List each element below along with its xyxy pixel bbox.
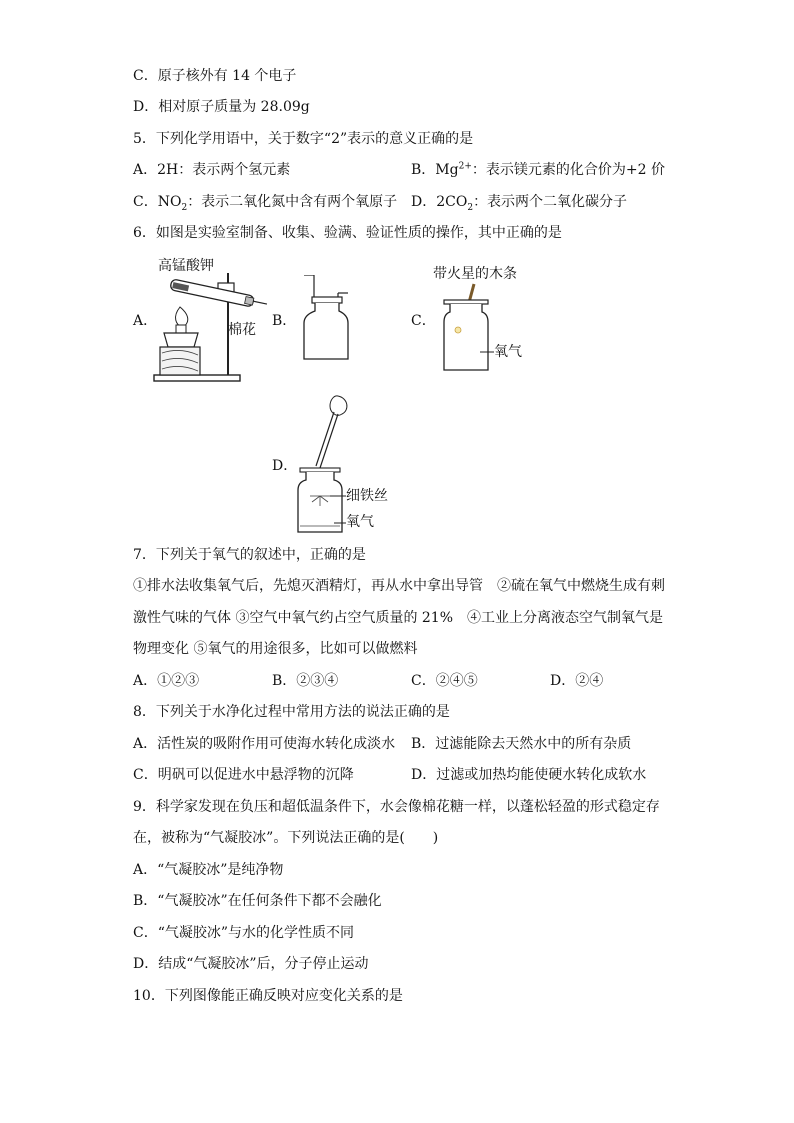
q8-option-c: C．明矾可以促进水中悬浮物的沉降: [133, 767, 354, 783]
q9-option-c: C．“气凝胶冰”与水的化学性质不同: [133, 925, 355, 941]
q4-option-c: C．原子核外有 14 个电子: [133, 68, 297, 84]
q6-label-c: C．: [411, 313, 436, 329]
q7-option-b: B．②③④: [272, 673, 339, 689]
figure-a-heating-apparatus: [150, 255, 270, 387]
figure-c-oxygen-full-check: [440, 282, 496, 372]
q10-stem: 10．下列图像能正确反映对应变化关系的是: [133, 988, 403, 1004]
figure-a-label-potassium-permanganate: 高锰酸钾: [158, 258, 214, 274]
figure-c-label-glowing-splint: 带火星的木条: [433, 266, 517, 282]
q6-label-a: A．: [133, 313, 158, 329]
q7-statements-line-2: 激性气味的气体 ③空气中氧气约占空气质量的 21% ④工业上分离液态空气制氧气是: [133, 610, 664, 626]
q4-option-d: D．相对原子质量为 28.09g: [133, 99, 310, 115]
figure-c-pointer-line: [480, 350, 494, 354]
figure-d-iron-wire-burning: [290, 392, 350, 537]
q5-option-a: A．2H：表示两个氢元素: [133, 162, 291, 178]
q5-option-b: B．$Mg^{2+}$：表示镁元素的化合价为+2 价: [411, 161, 665, 178]
q5-option-c: C．$NO_2$：表示二氧化氮中含有两个氧原子: [133, 194, 398, 213]
q5-option-d: D．$2CO_2$：表示两个二氧化碳分子: [411, 194, 628, 213]
q9-option-a: A．“气凝胶冰”是纯净物: [133, 862, 284, 878]
figure-a-label-cotton: 棉花: [228, 322, 256, 338]
q7-option-c: C．②④⑤: [411, 673, 478, 689]
q8-option-b: B．过滤能除去天然水中的所有杂质: [411, 736, 632, 752]
figure-d-pointer-wire: [330, 494, 346, 498]
q7-stem: 7．下列关于氧气的叙述中，正确的是: [133, 547, 366, 563]
figure-b-collection-bottle: [298, 275, 352, 365]
figure-d-label-oxygen: 氧气: [346, 514, 374, 530]
q9-stem-line-1: 9．科学家发现在负压和超低温条件下，水会像棉花糖一样，以蓬松轻盈的形式稳定存: [133, 799, 660, 815]
figure-d-label-iron-wire: 细铁丝: [346, 488, 388, 504]
q6-stem: 6．如图是实验室制备、收集、验满、验证性质的操作，其中正确的是: [133, 225, 562, 241]
q6-label-d: D．: [272, 458, 298, 474]
q7-statements-line-1: ①排水法收集氧气后，先熄灭酒精灯，再从水中拿出导管 ②硫在氧气中燃烧生成有刺: [133, 578, 665, 594]
q7-option-a: A．①②③: [133, 673, 200, 689]
q8-option-a: A．活性炭的吸附作用可使海水转化成淡水: [133, 736, 396, 752]
q7-statements-line-3: 物理变化 ⑤氧气的用途很多，比如可以做燃料: [133, 641, 418, 657]
figure-d-pointer-oxygen: [334, 521, 346, 525]
q8-option-d: D．过滤或加热均能使硬水转化成软水: [411, 767, 647, 783]
q5-stem: 5．下列化学用语中，关于数字“2”表示的意义正确的是: [133, 131, 474, 147]
q7-option-d: D．②④: [550, 673, 604, 689]
q8-stem: 8．下列关于水净化过程中常用方法的说法正确的是: [133, 704, 450, 720]
q6-label-b: B．: [272, 313, 297, 329]
q9-option-d: D．结成“气凝胶冰”后，分子停止运动: [133, 956, 369, 972]
q9-option-b: B．“气凝胶冰”在任何条件下都不会融化: [133, 893, 382, 909]
figure-c-label-oxygen: 氧气: [494, 344, 522, 360]
q9-stem-line-2: 在，被称为“气凝胶冰”。下列说法正确的是( ): [133, 830, 439, 846]
